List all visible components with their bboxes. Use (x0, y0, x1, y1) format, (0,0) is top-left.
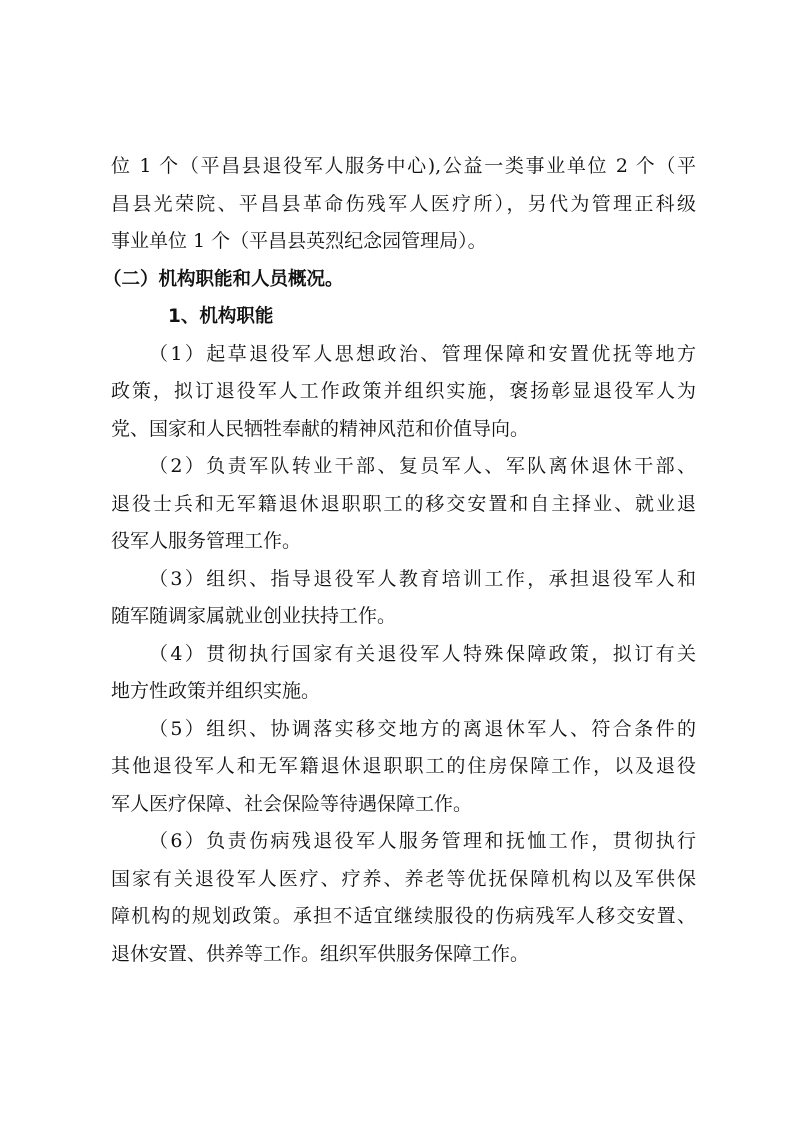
item-line: 政策，拟订退役军人工作政策并组织实施，褒扬彰显退役军人为 (111, 380, 696, 402)
item-line: （1）起草退役军人思想政治、管理保障和安置优抚等地方 (149, 342, 696, 365)
item-2-paragraph (111, 448, 696, 561)
item-5-paragraph (111, 711, 696, 824)
subsection-heading: 1、机构职能 (168, 306, 274, 327)
item-line: 退休安置、供养等工作。组织军供服务保障工作。 (111, 942, 530, 965)
item-line: 役军人服务管理工作。 (111, 530, 302, 552)
item-line: （6）负责伤病残退役军人服务管理和抚恤工作，贯彻执行 (149, 830, 696, 852)
item-line: 随军随调家属就业创业扶持工作。 (111, 605, 397, 627)
item-line: 其他退役军人和无军籍退休退职职工的住房保障工作，以及退役 (111, 755, 696, 777)
item-line: 党、国家和人民牺牲奉献的精神风范和价值导向。 (111, 417, 530, 440)
intro-line: 事业单位 1 个（平昌县英烈纪念园管理局）。 (111, 230, 487, 252)
intro-line: 位 1 个（平昌县退役军人服务中心),公益一类事业单位 2 个（平 (111, 155, 696, 177)
item-1-paragraph (111, 336, 696, 449)
intro-line: 昌县光荣院、平昌县革命伤残军人医疗所），另代为管理正科级 (111, 192, 696, 215)
item-4-paragraph (111, 636, 696, 711)
item-line: 军人医疗保障、社会保险等待遇保障工作。 (111, 792, 473, 815)
item-line: 退役士兵和无军籍退休退职职工的移交安置和自主择业、就业退 (111, 492, 696, 515)
item-line: 国家有关退役军人医疗、疗养、养老等优抚保障机构以及军供保 (111, 867, 696, 890)
intro-paragraph (111, 148, 696, 261)
item-line: 地方性政策并组织实施。 (111, 680, 321, 702)
item-line: （2）负责军队转业干部、复员军人、军队离休退休干部、 (149, 455, 696, 477)
item-line: （5）组织、协调落实移交地方的离退休军人、符合条件的 (149, 717, 696, 740)
item-3-paragraph (111, 561, 696, 636)
item-line: （4）贯彻执行国家有关退役军人特殊保障政策，拟订有关 (149, 642, 696, 665)
section-heading: （二）机构职能和人员概况。 (103, 268, 344, 290)
item-line: 障机构的规划政策。承担不适宜继续服役的伤病残军人移交安置、 (111, 905, 696, 927)
item-line: （3）组织、指导退役军人教育培训工作，承担退役军人和 (149, 567, 696, 590)
document-body (103, 148, 696, 973)
item-6-paragraph (111, 823, 696, 973)
